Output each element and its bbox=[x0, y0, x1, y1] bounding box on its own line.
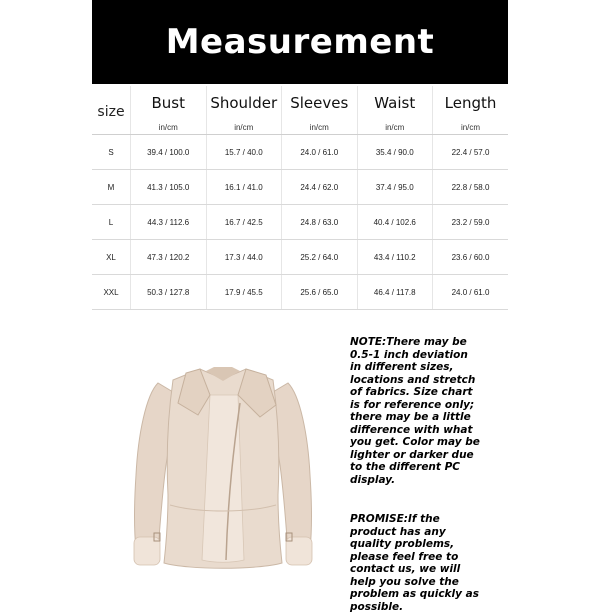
bust-cell: 44.3 / 112.6 bbox=[131, 205, 207, 240]
waist-cell: 40.4 / 102.6 bbox=[357, 205, 433, 240]
size-label: M bbox=[92, 170, 131, 205]
length-cell: 23.2 / 59.0 bbox=[433, 205, 509, 240]
length-cell: 23.6 / 60.0 bbox=[433, 240, 509, 275]
promise-text: PROMISE:If the product has any quality problems, please feel free to contact us, we will help you solve the problem as quickly as possible. bbox=[350, 513, 479, 613]
waist-cell: 46.4 / 117.8 bbox=[357, 275, 433, 310]
sleeves-cell: 24.0 / 61.0 bbox=[282, 135, 358, 170]
table-row bbox=[92, 170, 508, 205]
table-header-row bbox=[92, 86, 508, 120]
unit-cell: in/cm bbox=[357, 120, 433, 135]
waist-cell: 43.4 / 110.2 bbox=[357, 240, 433, 275]
waist-cell: 37.4 / 95.0 bbox=[357, 170, 433, 205]
size-chart-table bbox=[92, 86, 508, 310]
table-row bbox=[92, 275, 508, 310]
size-label: L bbox=[92, 205, 131, 240]
table-row bbox=[92, 135, 508, 170]
sleeves-cell: 25.2 / 64.0 bbox=[282, 240, 358, 275]
unit-cell: in/cm bbox=[206, 120, 282, 135]
column-header-waist: Waist bbox=[357, 86, 433, 120]
shoulder-cell: 17.3 / 44.0 bbox=[206, 240, 282, 275]
sleeves-cell: 25.6 / 65.0 bbox=[282, 275, 358, 310]
bust-cell: 41.3 / 105.0 bbox=[131, 170, 207, 205]
column-header-sleeves: Sleeves bbox=[282, 86, 358, 120]
page-title: Measurement bbox=[165, 22, 435, 62]
column-header-bust: Bust bbox=[131, 86, 207, 120]
jacket-image bbox=[128, 355, 318, 600]
unit-cell: in/cm bbox=[282, 120, 358, 135]
title-banner bbox=[92, 0, 508, 84]
size-column-header: size bbox=[97, 104, 125, 120]
column-header-length: Length bbox=[433, 86, 509, 120]
units-row bbox=[92, 120, 508, 135]
shoulder-cell: 16.7 / 42.5 bbox=[206, 205, 282, 240]
sleeves-cell: 24.8 / 63.0 bbox=[282, 205, 358, 240]
unit-cell: in/cm bbox=[131, 120, 207, 135]
bust-cell: 47.3 / 120.2 bbox=[131, 240, 207, 275]
units-cell-size bbox=[92, 120, 131, 135]
size-label: S bbox=[92, 135, 131, 170]
unit-cell: in/cm bbox=[433, 120, 509, 135]
length-cell: 22.8 / 58.0 bbox=[433, 170, 509, 205]
length-cell: 22.4 / 57.0 bbox=[433, 135, 509, 170]
shoulder-cell: 17.9 / 45.5 bbox=[206, 275, 282, 310]
bust-cell: 50.3 / 127.8 bbox=[131, 275, 207, 310]
size-label: XL bbox=[92, 240, 131, 275]
column-header-shoulder: Shoulder bbox=[206, 86, 282, 120]
size-label: XXL bbox=[92, 275, 131, 310]
shoulder-cell: 15.7 / 40.0 bbox=[206, 135, 282, 170]
shoulder-cell: 16.1 / 41.0 bbox=[206, 170, 282, 205]
sleeves-cell: 24.4 / 62.0 bbox=[282, 170, 358, 205]
waist-cell: 35.4 / 90.0 bbox=[357, 135, 433, 170]
bust-cell: 39.4 / 100.0 bbox=[131, 135, 207, 170]
length-cell: 24.0 / 61.0 bbox=[433, 275, 509, 310]
table-row bbox=[92, 240, 508, 275]
table-row bbox=[92, 205, 508, 240]
note-text: NOTE:There may be 0.5-1 inch deviation in different sizes, locations and stretch of fabrics. Size chart is for reference only; there may be a little difference with what you get. Color may be lighter or darker due to the different PC display. bbox=[350, 336, 480, 486]
